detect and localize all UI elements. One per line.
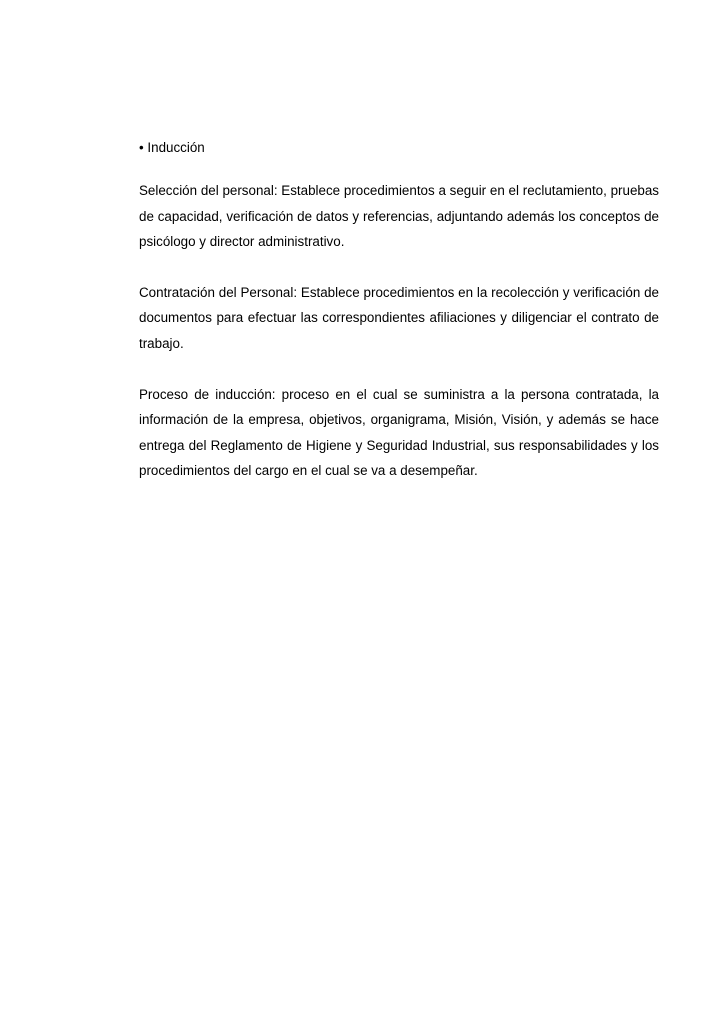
bullet-heading-induccion: • Inducción xyxy=(139,140,205,155)
paragraph-seleccion-personal: Selección del personal: Establece procedimientos a seguir en el reclutamiento, pruebas de capacidad, verificación de datos y referencias, adjuntando además los conceptos de psicólogo y director administrativo. xyxy=(139,183,659,250)
document-body xyxy=(139,138,659,509)
paragraph-proceso-induccion: Proceso de inducción: proceso en el cual se suministra a la persona contratada, la información de la empresa, objetivos, organigrama, Misión, Visión, y además se hace entrega del Reglamento de Higiene y Seguridad Industrial, sus responsabilidades y los procedimientos del cargo en el cual se va a desempeñar. xyxy=(139,386,659,479)
paragraph-contratacion-personal: Contratación del Personal: Establece procedimientos en la recolección y verificación de documentos para efectuar las correspondientes afiliaciones y diligenciar el contrato de trabajo. xyxy=(139,284,659,351)
